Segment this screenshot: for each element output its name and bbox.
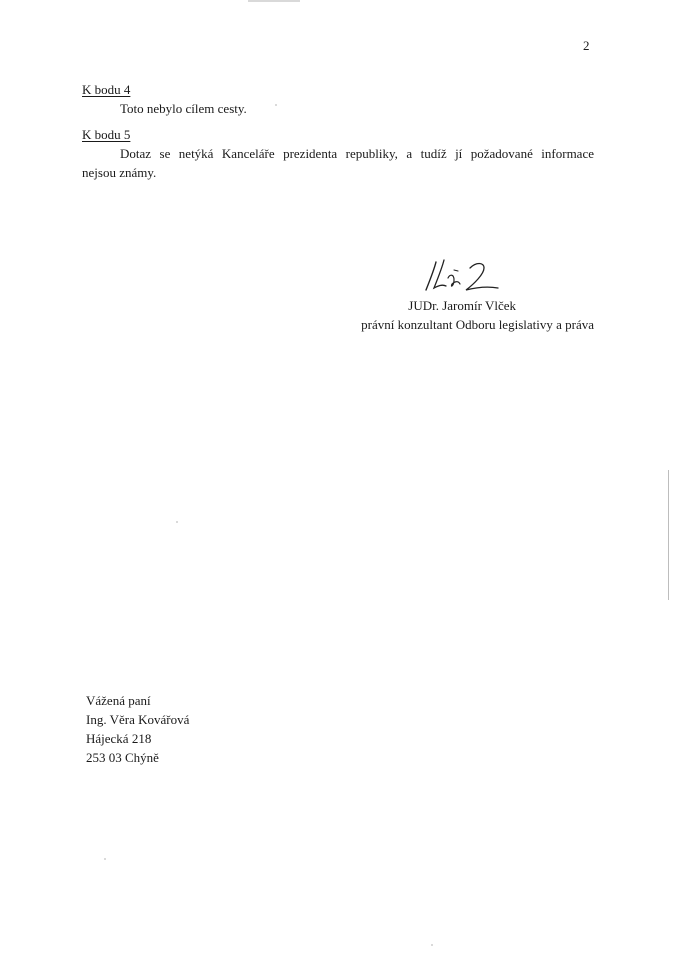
addressee-salutation: Vážená paní: [86, 693, 151, 708]
section-point-4: [82, 80, 594, 118]
addressee-block: [86, 691, 346, 767]
section-body: Toto nebylo cílem cesty.: [120, 101, 247, 116]
section-body-line-1: Dotaz se netýká Kanceláře prezidenta republiky, a tudíž jí požadované informace: [120, 146, 594, 161]
scan-speck: [176, 521, 178, 523]
scan-artifact-top: [248, 0, 300, 2]
addressee-street: Hájecká 218: [86, 731, 152, 746]
section-heading: K bodu 4: [82, 82, 131, 97]
addressee-name: Ing. Věra Kovářová: [86, 712, 190, 727]
page-number: 2: [583, 38, 590, 53]
scan-speck: [275, 104, 277, 106]
scan-speck: [431, 944, 433, 946]
section-body-line-2: nejsou známy.: [82, 165, 157, 180]
signer-title: právní konzultant Odboru legislativy a práva: [361, 317, 594, 332]
signer-name: JUDr. Jaromír Vlček: [408, 298, 516, 313]
addressee-city: 253 03 Chýně: [86, 750, 159, 765]
scan-artifact-right-edge: [668, 470, 669, 600]
section-heading: K bodu 5: [82, 127, 131, 142]
scan-speck: [104, 858, 106, 860]
handwritten-signature: [422, 256, 512, 296]
section-point-5: [82, 125, 594, 182]
